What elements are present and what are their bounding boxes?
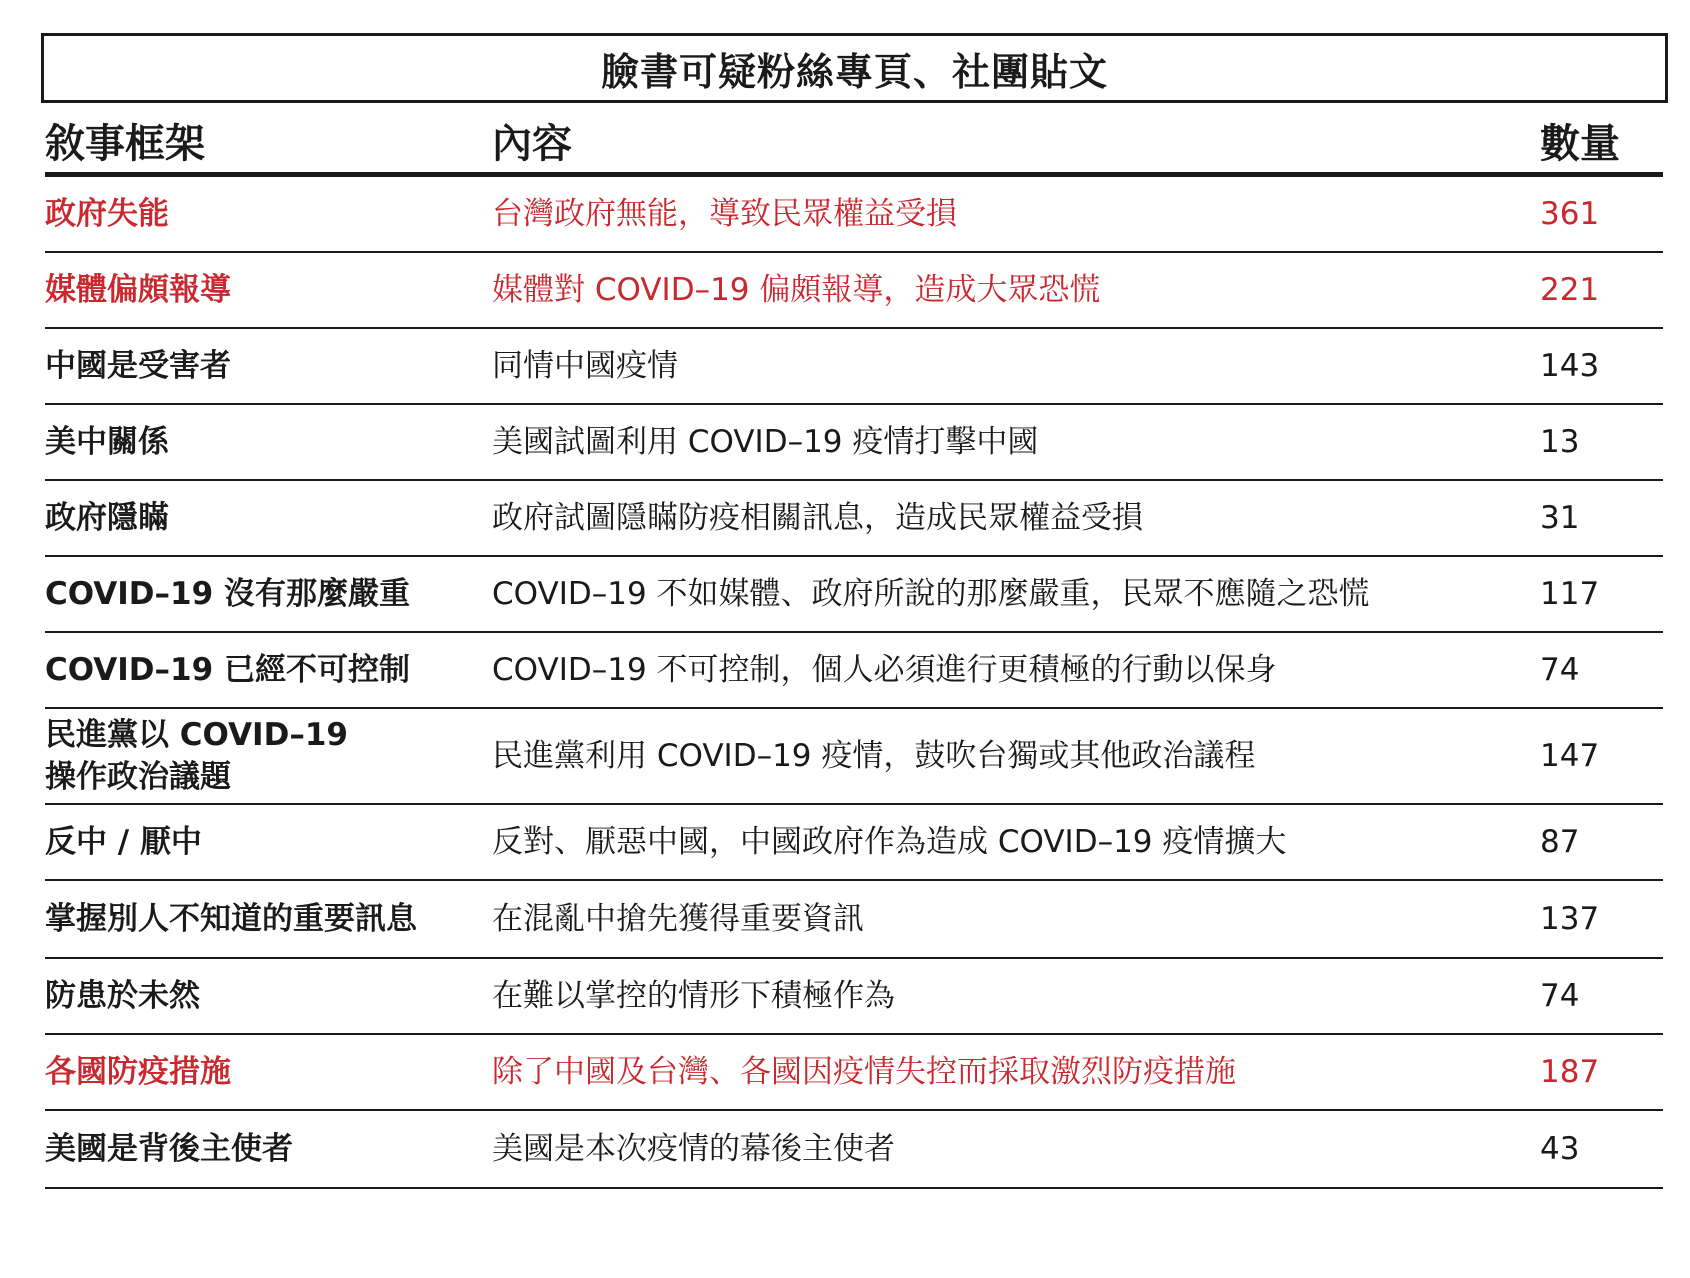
count-cell: 13: [1540, 424, 1580, 460]
content-cell: COVID–19 不如媒體、政府所說的那麼嚴重，民眾不應隨之恐慌: [492, 576, 1370, 612]
content-cell: 在難以掌控的情形下積極作為: [492, 978, 895, 1014]
header-count: 數量: [1540, 121, 1620, 167]
framework-cell: [45, 714, 485, 798]
table-title: 臉書可疑粉絲專頁、社團貼文: [600, 49, 1108, 94]
header-content: 內容: [492, 121, 572, 167]
framework-cell: COVID–19 已經不可控制: [45, 652, 410, 688]
content-cell: 媒體對 COVID–19 偏頗報導，造成大眾恐慌: [492, 272, 1101, 308]
content-cell: 民進黨利用 COVID–19 疫情，鼓吹台獨或其他政治議程: [492, 738, 1256, 774]
framework-cell: 政府失能: [45, 196, 169, 232]
data-table: [45, 112, 1663, 1189]
count-cell: 361: [1540, 196, 1600, 232]
count-cell: 74: [1540, 978, 1580, 1014]
count-cell: 143: [1540, 348, 1600, 384]
framework-cell: 各國防疫措施: [45, 1054, 231, 1090]
framework-cell: COVID–19 沒有那麼嚴重: [45, 576, 410, 612]
table-row: [45, 253, 1663, 329]
table-row: [45, 881, 1663, 959]
content-cell: 在混亂中搶先獲得重要資訊: [492, 901, 864, 937]
framework-cell: 美中關係: [45, 424, 169, 460]
content-cell: 美國是本次疫情的幕後主使者: [492, 1131, 895, 1167]
framework-cell-line: 民進黨以 COVID–19: [45, 717, 348, 753]
count-cell: 221: [1540, 272, 1600, 308]
content-cell: 美國試圖利用 COVID–19 疫情打擊中國: [492, 424, 1039, 460]
framework-cell: 中國是受害者: [45, 348, 231, 384]
framework-cell: 媒體偏頗報導: [45, 272, 231, 308]
content-cell: COVID–19 不可控制，個人必須進行更積極的行動以保身: [492, 652, 1277, 688]
table-row: [45, 805, 1663, 881]
framework-cell: 掌握別人不知道的重要訊息: [45, 901, 417, 937]
count-cell: 187: [1540, 1054, 1600, 1090]
content-cell: 反對、厭惡中國，中國政府作為造成 COVID–19 疫情擴大: [492, 824, 1287, 860]
content-cell: 政府試圖隱瞞防疫相關訊息，造成民眾權益受損: [492, 500, 1143, 536]
framework-cell: 反中 / 厭中: [45, 824, 202, 860]
count-cell: 147: [1540, 738, 1600, 774]
table-title-box: [41, 33, 1668, 103]
framework-cell: 政府隱瞞: [45, 500, 169, 536]
table-row: [45, 557, 1663, 633]
count-cell: 87: [1540, 824, 1580, 860]
table-header-row: [45, 112, 1663, 177]
table-row: [45, 177, 1663, 253]
content-cell: 同情中國疫情: [492, 348, 678, 384]
table-row: [45, 481, 1663, 557]
table-row: [45, 1035, 1663, 1111]
framework-cell-line: 操作政治議題: [45, 759, 231, 795]
count-cell: 31: [1540, 500, 1580, 536]
table-row: [45, 959, 1663, 1035]
content-cell: 台灣政府無能，導致民眾權益受損: [492, 196, 957, 232]
count-cell: 137: [1540, 901, 1600, 937]
table-row: [45, 1111, 1663, 1189]
header-framework: 敘事框架: [45, 121, 205, 167]
content-cell: 除了中國及台灣、各國因疫情失控而採取激烈防疫措施: [492, 1054, 1236, 1090]
count-cell: 43: [1540, 1131, 1580, 1167]
table-row: [45, 405, 1663, 481]
table-row: [45, 709, 1663, 805]
table-row: [45, 633, 1663, 709]
count-cell: 74: [1540, 652, 1580, 688]
table-row: [45, 329, 1663, 405]
count-cell: 117: [1540, 576, 1600, 612]
framework-cell: 防患於未然: [45, 978, 200, 1014]
framework-cell: 美國是背後主使者: [45, 1131, 293, 1167]
